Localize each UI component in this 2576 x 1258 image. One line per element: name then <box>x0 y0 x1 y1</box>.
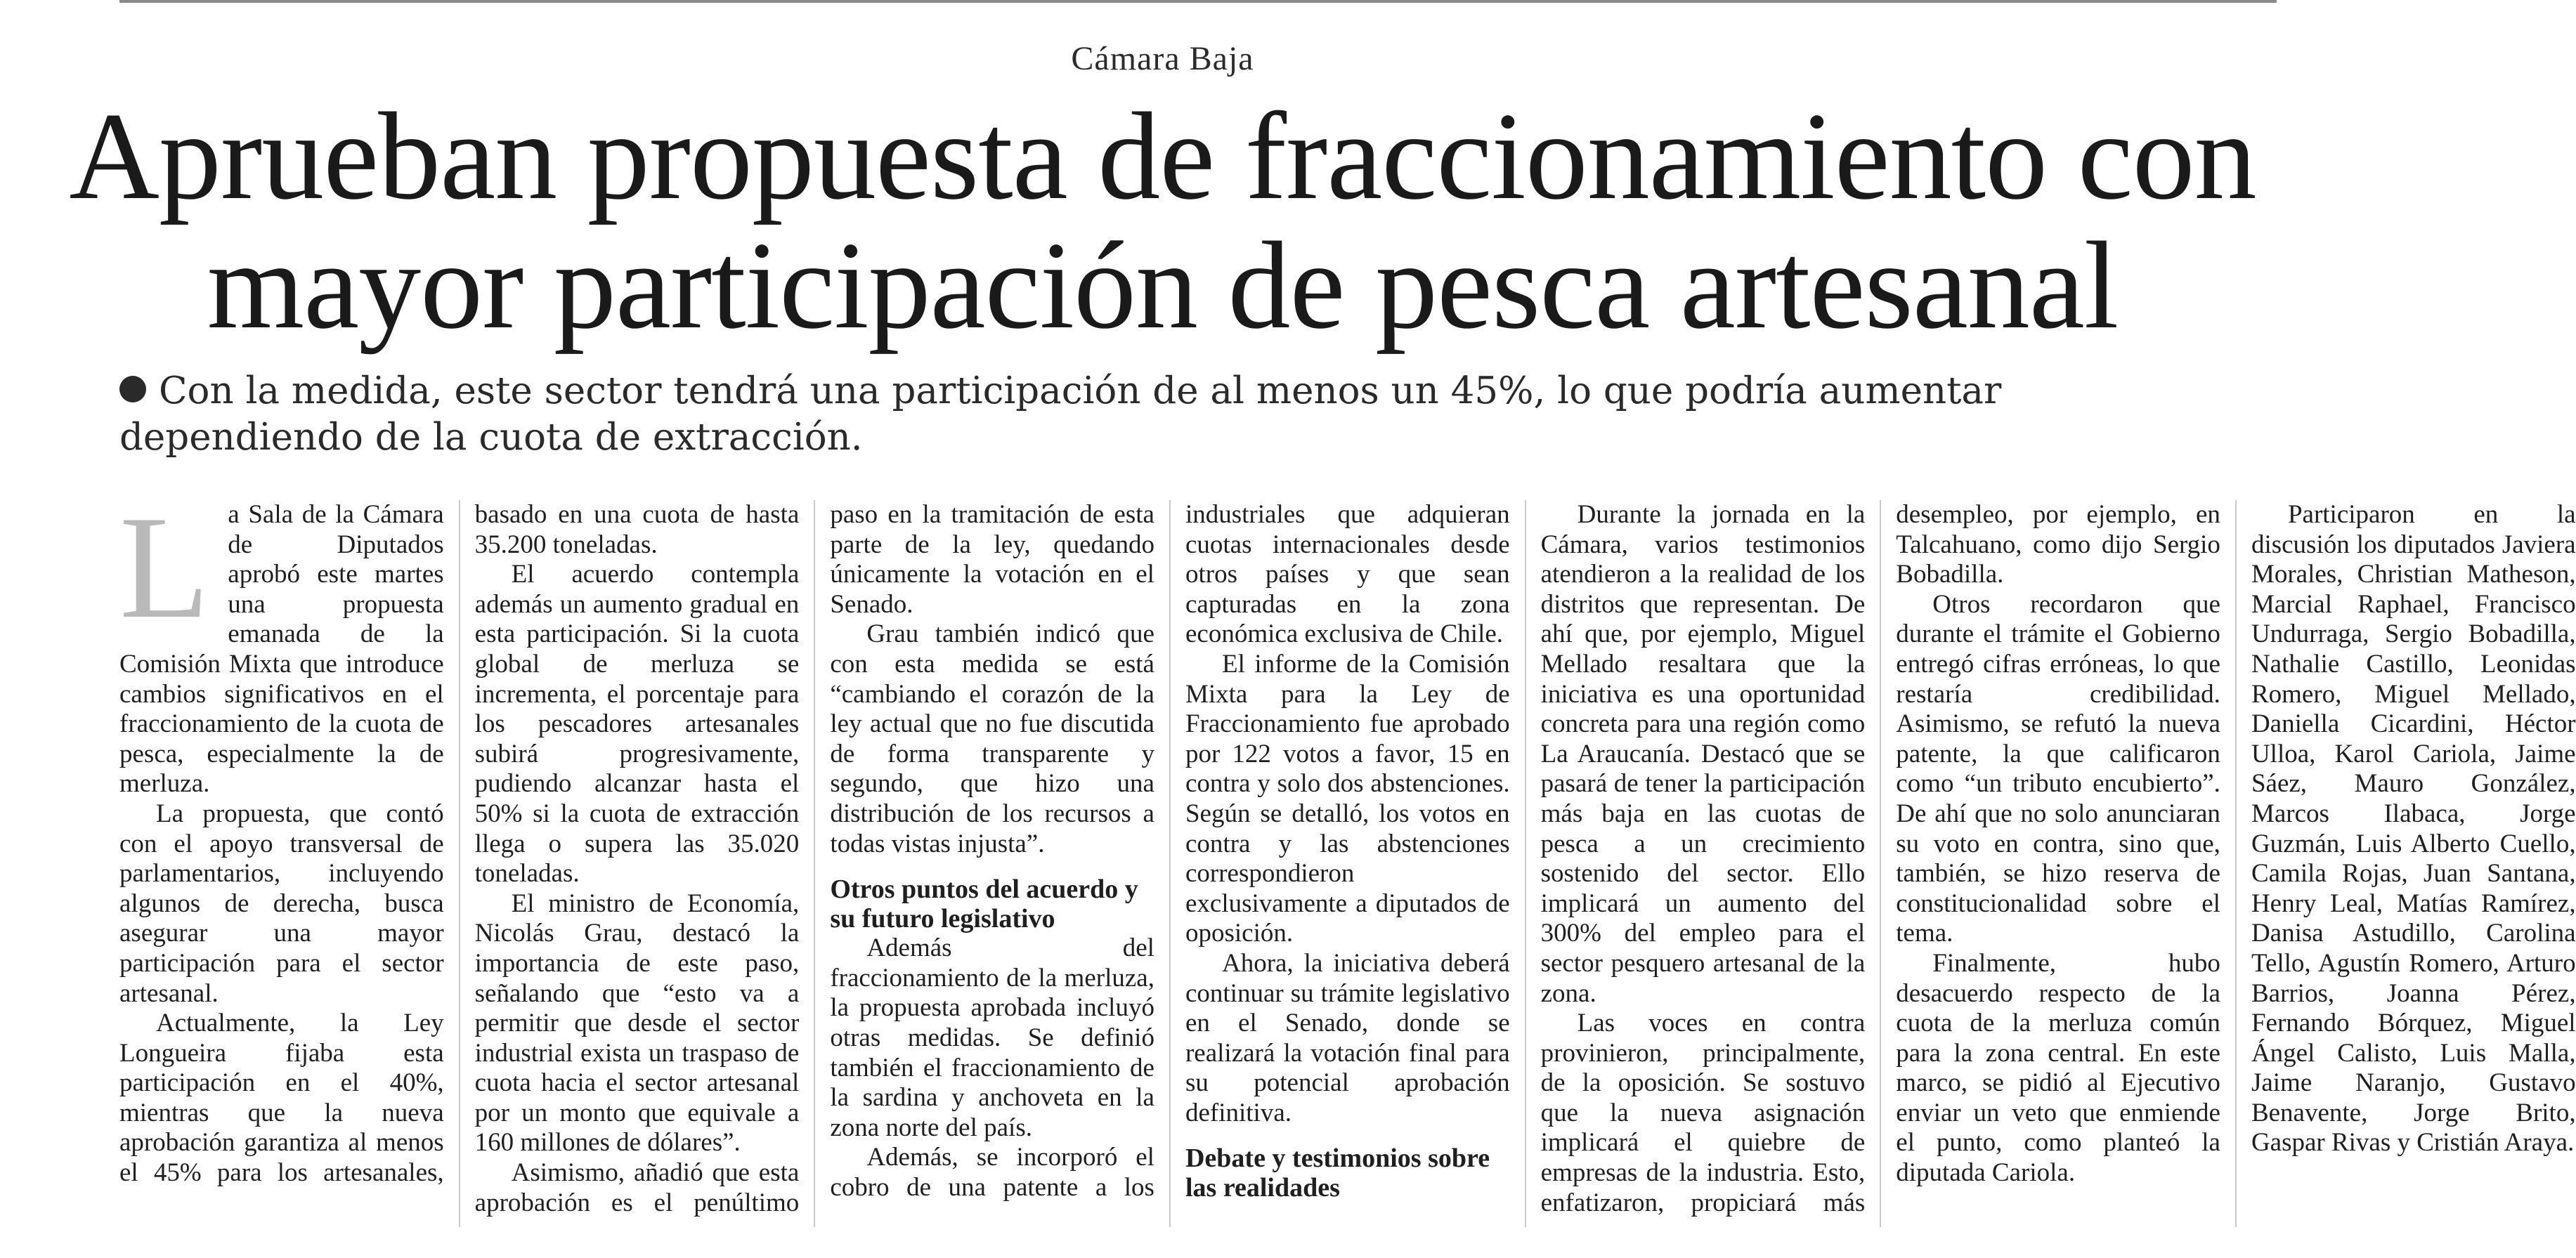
article-flow <box>119 486 2576 1227</box>
paragraph: Otros recordaron que durante el trámite el Gobierno entregó cifras erróneas, lo que restaría credibilidad. Asimismo, se refutó la nueva patente, la que calificaron como “un tributo encubierto”. De ahí que no solo anunciaran su voto en contra, sino que, también, se hizo reserva de constitucionalidad sobre el tema. <box>1896 589 2220 948</box>
paragraph: Participaron en la discusión los diputados Javiera Morales, Christian Matheson, Marcial Raphael, Francisco Undurraga, Sergio Bobadilla, Nathalie Castillo, Leonidas Romero, Miguel Mellado, Daniella Cicardini, Héctor Ulloa, Karol Cariola, Jaime Sáez, Mauro González, Marcos Ilabaca, Jorge Guzmán, Luis Alberto Cuello, Camila Rojas, Juan Santana, Henry Leal, Matías Ramírez, Danisa Astudillo, Carolina Tello, Agustín Romero, Arturo Barrios, Joanna Pérez, Fernando Bórquez, Miguel Ángel Calisto, Luis Malla, Jaime Naranjo, Gustavo Benavente, Jorge Brito, Gaspar Rivas y Cristián Araya. <box>2251 500 2576 1158</box>
deck <box>119 368 2213 461</box>
bullet-icon <box>119 376 146 402</box>
paragraph: El informe de la Comisión Mixta para la Ley de Fraccionamiento fue aprobado por 122 votos a favor, 15 en contra y solo dos abstenciones. Según se detalló, los votos en contra y las abstenciones correspondieron exclusivamente a diputados de oposición. <box>1185 649 1510 948</box>
section-label: Cámara Baja <box>1071 40 1254 77</box>
lead-paragraph-text: a Sala de la Cámara de Diputados aprobó este martes una propuesta emanada de la Comisión Mixta que introduce cambios significativos en el fraccionamiento de la cuota de pesca, especialmente la de merluza. <box>119 500 444 799</box>
paragraph: Además del fraccionamiento de la merluza, la propuesta aprobada incluyó otras medidas. Se definió también el fraccionamiento de la sardina y anchoveta en la zona norte del país. <box>830 933 1154 1142</box>
subheading: Otros puntos del acuerdo y su futuro legislativo <box>830 874 1138 934</box>
article-body <box>119 486 2576 1227</box>
paragraph: El acuerdo contempla además un aumento gradual en esta participación. Si la cuota global de merluza se incrementa, el porcentaje para los pescadores artesanales subirá progresivamente, pudiendo alcanzar hasta el 50% si la cuota de extracción llega o supera las 35.020 toneladas. <box>474 560 800 889</box>
lead-paragraph <box>119 486 444 799</box>
paragraph: Finalmente, hubo desacuerdo respecto de la cuota de la merluza común para la zona central. En este marco, se pidió al Ejecutivo enviar un veto que enmiende el punto, como planteó la diputada Cariola. <box>1896 948 2220 1188</box>
paragraph: Durante la jornada en la Cámara, varios testimonios atendieron a la realidad de los distritos que representan. De ahí que, por ejemplo, Miguel Mellado resaltara que la iniciativa es una oportunidad concreta para una región como La Araucanía. Destacó que se pasará de tener la participación más baja en las cuotas de pesca a un crecimiento sostenido del sector. Ello implicará un aumento del 300% del empleo para el sector pesquero artesanal de la zona. <box>1540 500 1866 1008</box>
headline: Aprueban propuesta de fraccionamiento con mayor participación de pesca artesanal <box>69 86 2256 355</box>
top-rule <box>119 0 2277 3</box>
paragraph: El ministro de Economía, Nicolás Grau, destacó la importancia de este paso, señalando que “esto va a permitir que desde el sector industrial exista un traspaso de cuota hacia el sector artesanal por un monto que equivale a 160 millones de dólares”. <box>474 889 800 1158</box>
drop-cap: L <box>119 486 210 649</box>
deck-text: Con la medida, este sector tendrá una participación de al menos un 45%, lo que podría aumentar dependiendo de la cuota de extracción. <box>119 369 2002 459</box>
paragraph: Grau también indicó que con esta medida se está “cambiando el corazón de la ley actual que no fue discutida de forma transparente y segundo, que hizo una distribución de los recursos a todas vistas injusta”. <box>830 620 1154 858</box>
paragraph: La propuesta, que contó con el apoyo transversal de parlamentarios, incluyendo algunos de derecha, busca asegurar una mayor participación para el sector artesanal. <box>119 799 444 1008</box>
paragraph: Asimismo, añadió que esta aprobación es el penúltimo paso en la tramitación de esta parte de la ley, quedando únicamente la votación en el Senado. <box>474 500 1154 1217</box>
paragraph: Ahora, la iniciativa deberá continuar su trámite legislativo en el Senado, donde se realizará la votación final para su potencial aprobación definitiva. <box>1185 948 1510 1127</box>
subheading: Debate y testimonios sobre las realidades <box>1185 1144 1490 1203</box>
paragraph: Las voces en contra provinieron, principalmente, de la oposición. Se sostuvo que la nueva asignación implicará el quiebre de empresas de la industria. Esto, enfatizaron, propiciará más desempleo, por ejemplo, en Talcahuano, como dijo Sergio Bobadilla. <box>1540 500 2220 1217</box>
paragraph: Además, se incorporó el cobro de una patente a los industriales que adquieran cuotas internacionales desde otros países y que sean capturadas en la zona económica exclusiva de Chile. <box>830 500 1510 1202</box>
paragraph: Actualmente, la Ley Longueira fijaba esta participación en el 40%, mientras que la nueva aprobación garantiza al menos el 45% para los artesanales, basado en una cuota de hasta 35.200 toneladas. <box>119 500 800 1188</box>
